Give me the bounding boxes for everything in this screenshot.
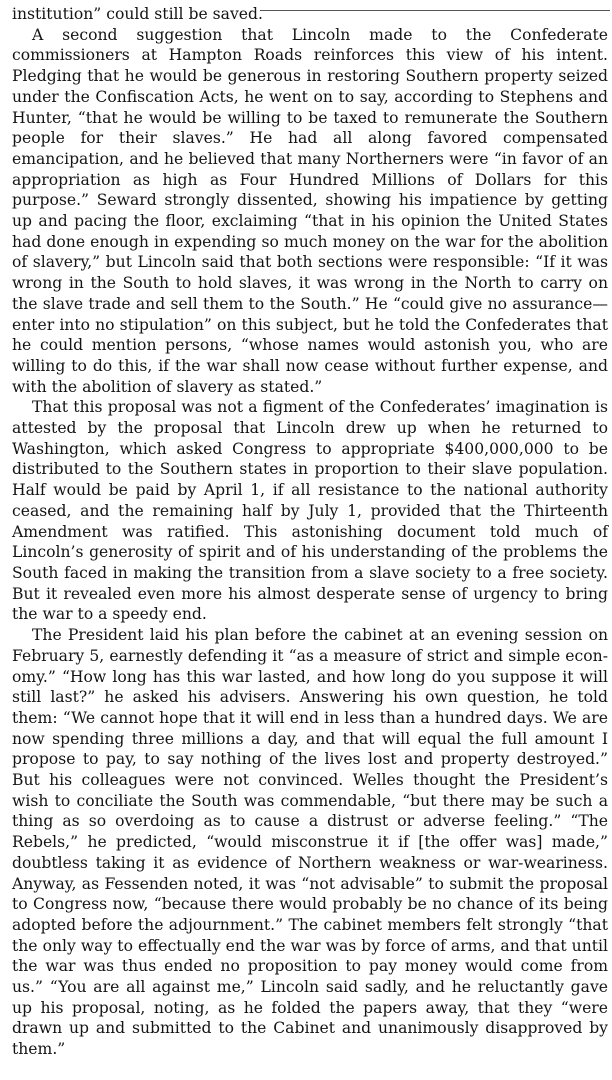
paragraph-proposal-to-congress: That this proposal was not a figment of the Confederates’ imagination is attested by the proposal that Lincoln drew up when he returned to Washington, which asked Congress to appropriate $400,000,000 to be distributed to the Southern states in proportion to their slave population. Half would be paid by April 1, if all resistance to the national authority ceased, and the remaining half by July 1, provided that the Thirteenth Amendment was ratified. This astonishing document told much of Lincoln’s generosity of spirit and of his understanding of the problems the South faced in making the transition from a slave society to a free society. But it revealed even more his almost desperate sense of urgency to bring the war to a speedy end. <box>12 398 608 624</box>
book-page <box>12 4 608 1060</box>
paragraph-hampton-roads-suggestion: A second suggestion that Lincoln made to the Confederate commissioners at Hampton Roads reinforces this view of his intent. Pledging that he would be generous in restoring Southern property seized under the Confiscation Acts, he went on to say, according to Stephens and Hunter, “that he would be willing to be taxed to remunerate the Southern people for their slaves.” He had all along favored compensated emancipation, and he believed that many Northerners were “in favor of an appropriation as high as Four Hundred Millions of Dollars for this purpose.” Seward strongly dissented, showing his impatience by getting up and pacing the floor, exclaiming “that in his opinion the United States had done enough in expending so much money on the war for the abolition of slavery,” but Lincoln said that both sections were responsible: “If it was wrong in the South to hold slaves, it was wrong in the North to carry on the slave trade and sell them to the South.” He “could give no assurance—enter into no stipulation” on this subject, but he told the Confederates that he could mention persons, “whose names would astonish you, who are willing to do this, if the war shall now cease without further expense, and with the abolition of slavery as stated.” <box>12 25 608 396</box>
paragraph-continuation: institution” could still be saved. <box>12 5 263 23</box>
paragraph-cabinet-session: The President laid his plan before the cabinet at an evening session on February 5, earnestly defending it “as a measure of strict and simple economy.” “How long has this war lasted, and how long do you suppose it will still last?” he asked his advisers. Answering his own question, he told them: “We cannot hope that it will end in less than a hundred days. We are now spending three millions a day, and that will equal the full amount I propose to pay, to say nothing of the lives lost and property destroyed.” But his colleagues were not convinced. Welles thought the President’s wish to conciliate the South was commendable, “but there may be such a thing as so overdoing as to cause a distrust or adverse feeling.” “The Rebels,” he predicted, “would misconstrue it if [the offer was] made,” doubtless taking it as evidence of Northern weakness or war-weariness. Anyway, as Fessenden noted, it was “not advisable” to submit the proposal to Congress now, “because there would probably be no chance of its being adopted before the adjournment.” The cabinet members felt strongly “that the only way to effectually end the war was by force of arms, and that until the war was thus ended no proposition to pay money would come from us.” “You are all against me,” Lincoln said sadly, and he reluctantly gave up his proposal, noting, as he folded the papers away, that they “were drawn up and submitted to the Cabinet and unanimously disapproved by them.” <box>12 626 608 1059</box>
